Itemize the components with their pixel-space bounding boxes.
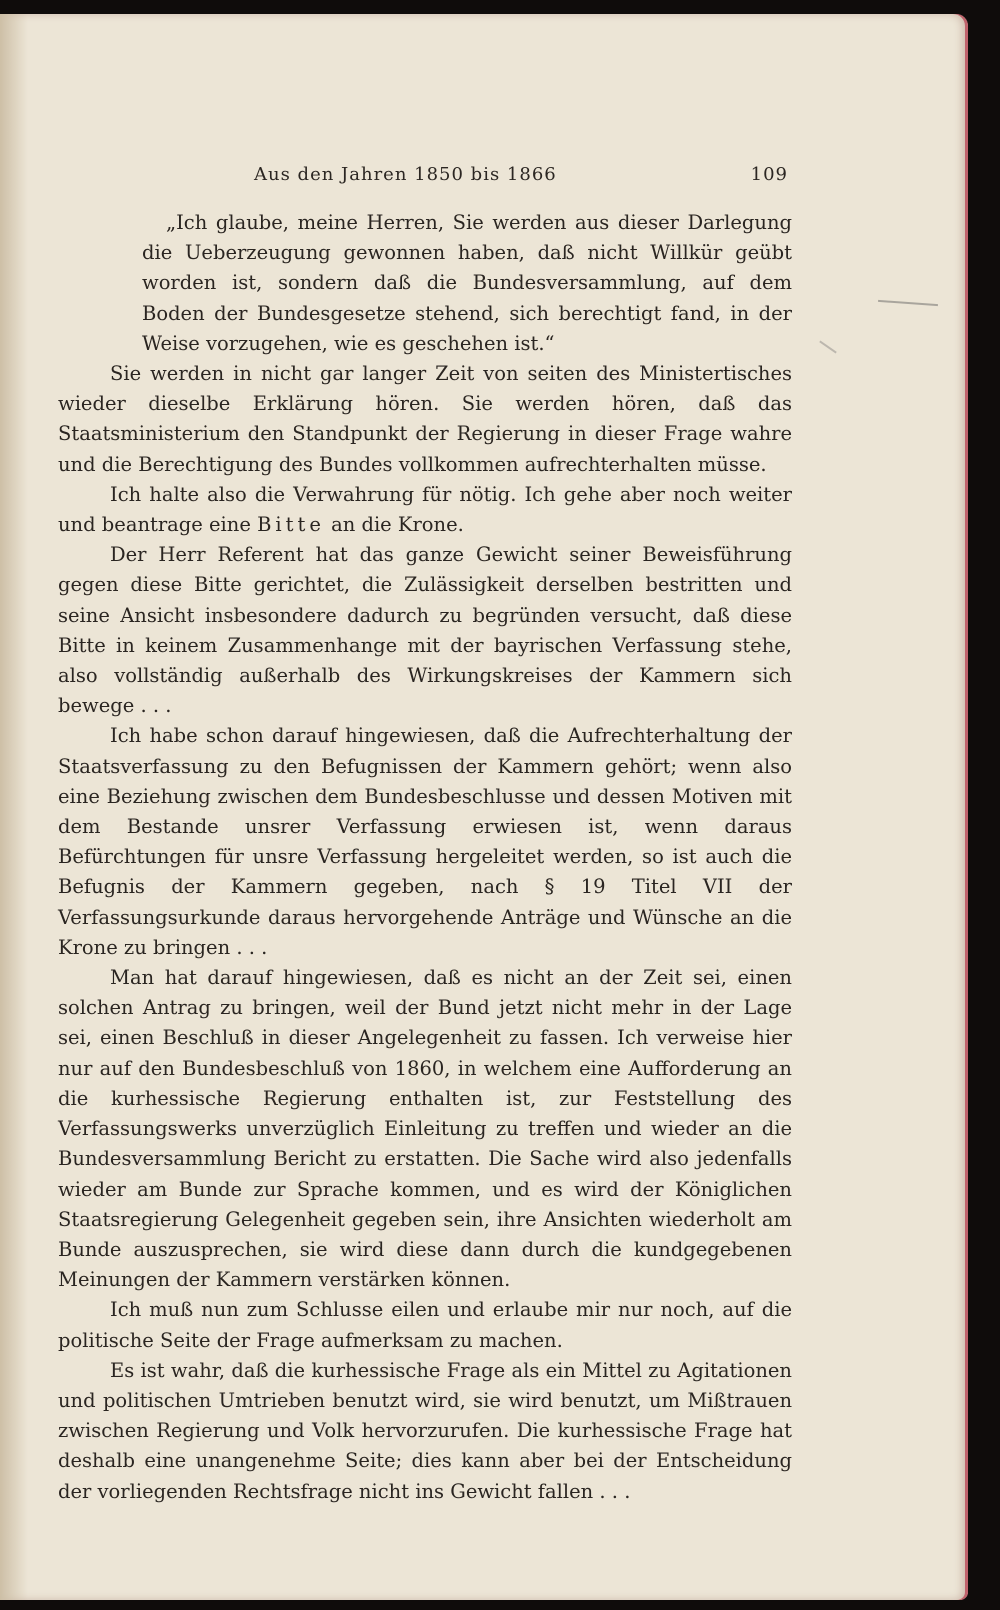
- book-page: [0, 14, 968, 1600]
- paragraph-text: an die Krone.: [324, 513, 464, 537]
- page-number: 109: [750, 164, 788, 185]
- paragraph: Sie werden in nicht gar langer Zeit von seiten des Ministertisches wieder dieselbe Erklärung hören. Sie werden hören, daß das Staatsministerium den Standpunkt der Regierung in dieser Frage wahre und die Berechtigung des Bundes vollkommen aufrechterhalten müsse.: [58, 362, 792, 476]
- paragraph: Der Herr Referent hat das ganze Gewicht seiner Beweisführung gegen diese Bitte gerichtet, die Zulässigkeit derselben bestritten und seine Ansicht insbesondere dadurch zu begründen versucht, daß diese Bitte in keinem Zusammenhange mit der bayrischen Verfassung stehe, also vollständig außerhalb des Wirkungskreises der Kammern sich bewege . . .: [58, 543, 792, 718]
- quoted-paragraph: „Ich glaube, meine Herren, Sie werden aus dieser Darlegung die Ueberzeugung gewonnen haben, daß nicht Willkür geübt worden ist, sondern daß die Bundesversammlung, auf dem Boden der Bundesgesetze stehend, sich berechtigt fand, in der Weise vorzugehen, wie es geschehen ist.“: [142, 211, 792, 355]
- margin-pencil-mark: [878, 300, 938, 306]
- emphasized-word: Bitte: [257, 513, 325, 537]
- paragraph: [58, 480, 792, 540]
- paragraph: Ich muß nun zum Schlusse eilen und erlaube mir nur noch, auf die politische Seite der Frage aufmerksam zu machen.: [58, 1298, 792, 1352]
- running-header: [254, 164, 788, 190]
- page-gutter-shadow: [0, 14, 28, 1600]
- running-title: Aus den Jahren 1850 bis 1866: [254, 164, 557, 185]
- paragraph: Es ist wahr, daß die kurhessische Frage als ein Mittel zu Agitationen und politischen Umtrieben benutzt wird, sie wird benutzt, um Mißtrauen zwischen Regierung und Volk hervorzurufen. Die kurhessische Frage hat deshalb eine unangenehme Seite; dies kann aber bei der Entscheidung der vorliegenden Rechtsfrage nicht ins Gewicht fallen . . .: [58, 1358, 792, 1503]
- paragraph-text: Ich halte also die Verwahrung für nötig. Ich gehe aber noch weiter und beantrage eine: [58, 482, 792, 537]
- paragraph: Man hat darauf hingewiesen, daß es nicht an der Zeit sei, einen solchen Antrag zu bringen, weil der Bund jetzt nicht mehr in der Lage sei, einen Beschluß in dieser Angelegenheit zu fassen. Ich verweise hier nur auf den Bundesbeschluß von 1860, in welchem eine Aufforderung an die kurhessische Regierung enthalten ist, zur Feststellung des Verfassungswerks unverzüglich Einleitung zu treffen und wieder an die Bundesversammlung Bericht zu erstatten. Die Sache wird also jedenfalls wieder am Bunde zur Sprache kommen, und es wird der Königlichen Staatsregierung Gelegenheit gegeben sein, ihre Ansichten wiederholt am Bunde auszusprechen, sie wird diese dann durch die kundgegebenen Meinungen der Kammern verstärken können.: [58, 966, 792, 1292]
- body-text: [58, 208, 792, 1507]
- paragraph: Ich habe schon darauf hingewiesen, daß die Aufrechterhaltung der Staatsverfassung zu den Befugnissen der Kammern gehört; wenn also eine Beziehung zwischen dem Bundesbeschlusse und dessen Motiven mit dem Bestande unsrer Verfassung erwiesen ist, wenn daraus Befürchtungen für unsre Verfassung hergeleitet werden, so ist auch die Befugnis der Kammern gegeben, nach § 19 Titel VII der Verfassungsurkunde daraus hervorgehende Anträge und Wünsche an die Krone zu bringen . . .: [58, 724, 792, 959]
- margin-pencil-mark: [819, 340, 837, 353]
